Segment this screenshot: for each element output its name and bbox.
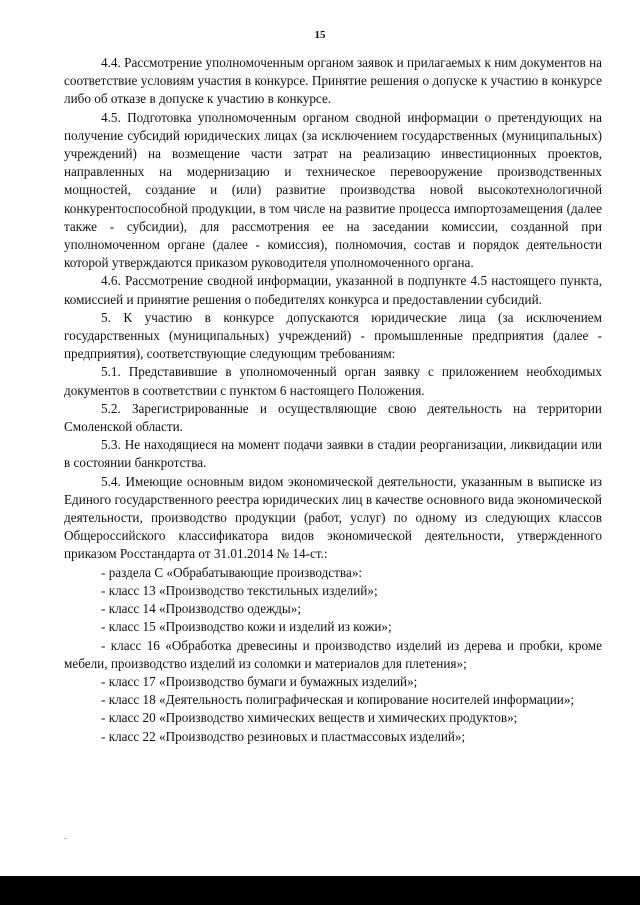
paragraph-5: 5. К участию в конкурсе допускаются юридические лица (за исключением государственных (муниципальных) учреждений) - промышленные предприятия (далее - предприятия), соответствующие следующим требованиям: bbox=[64, 309, 602, 362]
scan-artifact bbox=[64, 838, 67, 839]
list-item: - класс 15 «Производство кожи и изделий из кожи»; bbox=[101, 619, 392, 635]
list-item: - раздела С «Обрабатывающие производства»: bbox=[101, 564, 363, 580]
page-number: 15 bbox=[314, 29, 326, 41]
scan-bottom-edge bbox=[0, 876, 640, 905]
paragraph-5-3: 5.3. Не находящиеся на момент подачи заявки в стадии реорганизации, ликвидации или в состоянии банкротства. bbox=[64, 437, 602, 471]
list-item: - класс 20 «Производство химических веществ и химических продуктов»; bbox=[101, 710, 518, 726]
list-item: - класс 16 «Обработка древесины и производство изделий из дерева и пробки, кроме мебели, производство изделий из соломки и материалов для плетения»; bbox=[64, 637, 602, 671]
list-item: - класс 18 «Деятельность полиграфическая и копирование носителей информации»; bbox=[101, 692, 575, 708]
paragraph-4-5: 4.5. Подготовка уполномоченным органом сводной информации о претендующих на получение субсидий юридических лицах (за исключением государственных (муниципальных) учреждений) на возмещение части затрат на реализацию инвестиционных проектов, направленных на модернизацию и техническое перевооружение производственных мощностей, создание и (или) развитие производства новой высокотехнологичной конкурентоспособной продукции, в том числе на развитие процесса импортозамещения (далее также - субсидии), для рассмотрения ее на заседании комиссии, созданной при уполномоченном органе (далее - комиссия), полномочия, состав и порядок деятельности которой утверждаются приказом руководителя уполномоченного органа. bbox=[64, 109, 602, 271]
list-item: - класс 22 «Производство резиновых и пластмассовых изделий»; bbox=[101, 728, 466, 744]
paragraph-5-2: 5.2. Зарегистрированные и осуществляющие свою деятельность на территории Смоленской области. bbox=[64, 400, 602, 435]
paragraph-5-4: 5.4. Имеющие основным видом экономической деятельности, указанным в выписке из Единого государственного реестра юридических лиц в качестве основного вида экономической деятельности, производство продукции (работ, услуг) по одному из следующих классов Общероссийского классификатора видов экономической деятельности, утвержденного приказом Росстандарта от 31.01.2014 № 14-ст.: bbox=[64, 473, 602, 562]
paragraph-4-6: 4.6. Рассмотрение сводной информации, указанной в подпункте 4.5 настоящего пункта, комиссией и принятие решения о победителях конкурса и предоставлении субсидий. bbox=[64, 273, 602, 307]
list-item: - класс 13 «Производство текстильных изделий»; bbox=[101, 582, 378, 598]
paragraph-4-4: 4.4. Рассмотрение уполномоченным органом заявок и прилагаемых к ним документов на соответствие условиям участия в конкурсе. Принятие решения о допуске к участию в конкурсе либо об отказе в допуске к участию в конкурсе. bbox=[64, 55, 602, 107]
list-item: - класс 14 «Производство одежды»; bbox=[101, 601, 302, 617]
document-body bbox=[64, 54, 602, 746]
paragraph-5-1: 5.1. Представившие в уполномоченный орган заявку с приложением необходимых документов в соответствии с пунктом 6 настоящего Положения. bbox=[64, 364, 602, 398]
list-item: - класс 17 «Производство бумаги и бумажных изделий»; bbox=[101, 673, 418, 689]
